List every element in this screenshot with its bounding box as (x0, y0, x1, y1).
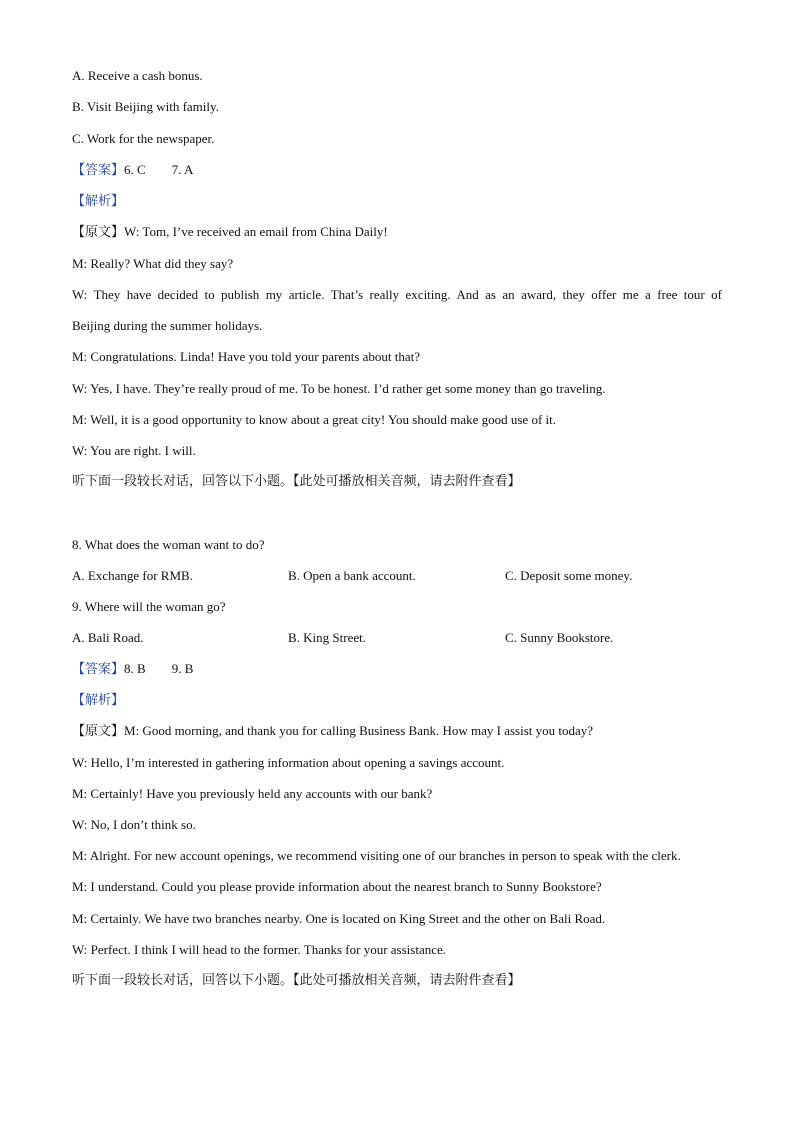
answer-6: 6. C (124, 162, 146, 177)
answer-7: 7. A (171, 162, 194, 177)
transcript-line: M: I understand. Could you please provide information about the nearest branch to Sunny Bookstore? (72, 879, 602, 894)
analysis-tag: 【解析】 (72, 693, 125, 708)
transcript-line: W: No, I don’t think so. (72, 817, 196, 832)
transcript-line: Beijing during the summer holidays. (72, 318, 263, 333)
transcript-line: W: They have decided to publish my article. That’s really exciting. And as an award, they offer me a free tour of (72, 287, 722, 302)
original-tag: 【原文】 (72, 724, 125, 739)
transcript-line: M: Well, it is a good opportunity to know about a great city! You should make good use of it. (72, 412, 557, 427)
q9-option-a: A. Bali Road. (72, 630, 144, 645)
answer-line (72, 162, 722, 179)
answer-tag: 【答案】 (72, 163, 125, 178)
transcript-line: M: Alright. For new account openings, we recommend visiting one of our branches in person to speak with the clerk. (72, 848, 681, 863)
transcript-line: 【原文】M: Good morning, and thank you for calling Business Bank. How may I assist you today? (72, 723, 594, 739)
option-b: B. Visit Beijing with family. (72, 99, 219, 114)
instruction-line: 听下面一段较长对话，回答以下小题。【此处可播放相关音频，请去附件查看】 (72, 973, 521, 988)
q9-option-c: C. Sunny Bookstore. (505, 630, 614, 645)
transcript-line: W: Perfect. I think I will head to the former. Thanks for your assistance. (72, 942, 447, 957)
analysis-line (72, 692, 722, 709)
transcript-line: W: Yes, I have. They’re really proud of me. To be honest. I’d rather get some money than go traveling. (72, 381, 606, 396)
instruction-line: 听下面一段较长对话，回答以下小题。【此处可播放相关音频，请去附件查看】 (72, 474, 521, 489)
q8-option-a: A. Exchange for RMB. (72, 568, 193, 583)
analysis-tag: 【解析】 (72, 194, 125, 209)
transcript-line: 【原文】W: Tom, I’ve received an email from China Daily! (72, 224, 388, 240)
transcript-line: M: Congratulations. Linda! Have you told your parents about that? (72, 349, 421, 364)
transcript-line: M: Really? What did they say? (72, 256, 234, 271)
answer-tag: 【答案】 (72, 662, 125, 677)
question-9: 9. Where will the woman go? (72, 599, 226, 614)
answer-9: 9. B (171, 661, 194, 676)
answer-8: 8. B (124, 661, 146, 676)
q9-option-b: B. King Street. (288, 630, 366, 645)
answer-line (72, 661, 722, 678)
transcript-line: M: Certainly! Have you previously held any accounts with our bank? (72, 786, 433, 801)
option-c: C. Work for the newspaper. (72, 131, 215, 146)
transcript-line: W: Hello, I’m interested in gathering information about opening a savings account. (72, 755, 505, 770)
q8-option-c: C. Deposit some money. (505, 568, 633, 583)
transcript-line: W: You are right. I will. (72, 443, 196, 458)
analysis-line (72, 193, 722, 210)
original-tag: 【原文】 (72, 225, 125, 240)
transcript-line: M: Certainly. We have two branches nearby. One is located on King Street and the other on Bali Road. (72, 911, 606, 926)
question-8: 8. What does the woman want to do? (72, 537, 265, 552)
option-a: A. Receive a cash bonus. (72, 68, 203, 83)
q8-option-b: B. Open a bank account. (288, 568, 416, 583)
